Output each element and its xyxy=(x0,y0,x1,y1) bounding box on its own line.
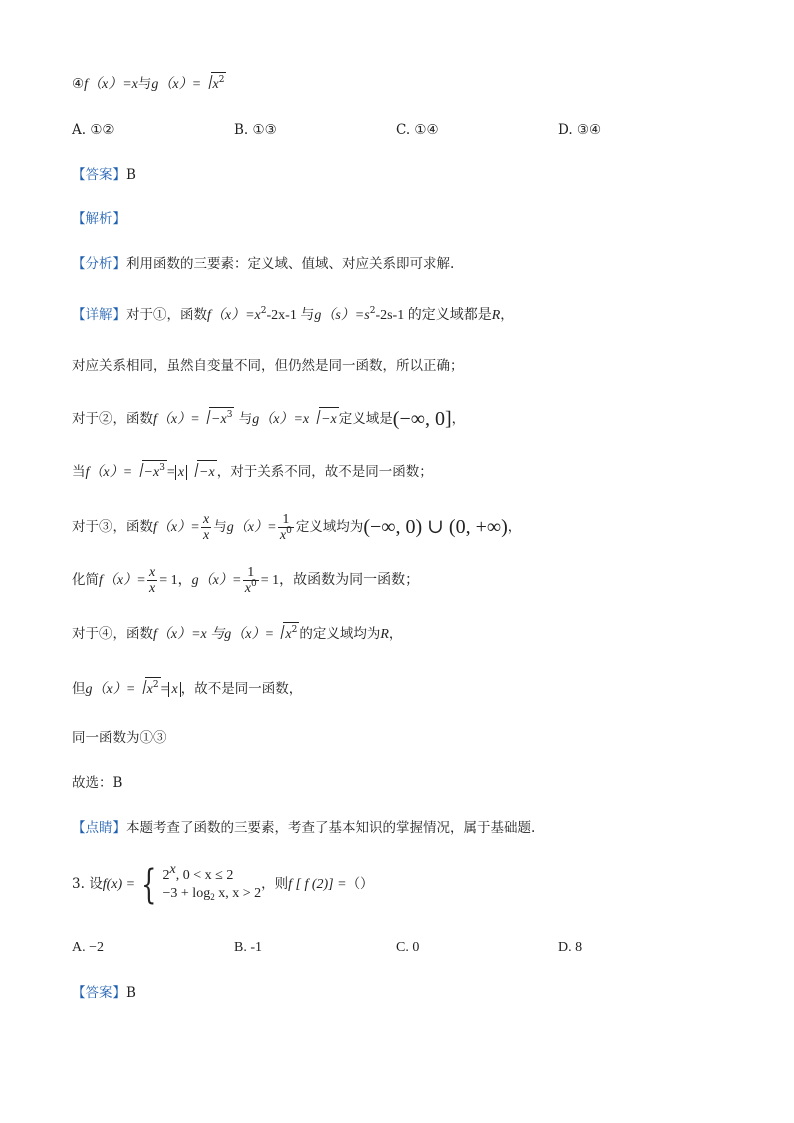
answer-tag: 【答案】 xyxy=(72,167,126,183)
answer-tag: 【答案】 xyxy=(72,985,126,1001)
sqrt-expression: −x xyxy=(188,460,217,483)
detail-line-9: 同一函数为①③ xyxy=(72,730,167,746)
fraction: $\frac{x}{x}$ xyxy=(203,512,210,543)
detail-line-5: 对于③，函数f（x）= $\frac{x}{x}$ 与g（x）= $\frac{1}{x^0}$ 定义域均为(−∞, 0) ∪ (0, +∞)， xyxy=(72,512,522,543)
detail-line-4: 当$f(x)= -x^3 = x -x$ ，对于关系不同，故不是同一函数； xyxy=(72,460,734,483)
fraction: $\frac{1}{x^0}$ xyxy=(279,512,292,543)
sqrt-expression: $x^2$ xyxy=(202,72,227,95)
dianjing-section: 【点睛】本题考查了函数的三要素，考查了基本知识的掌握情况，属于基础题. xyxy=(72,820,536,836)
detail-line-3: 对于②，函数$f(x)= -x^3$ 与g（x）=x −x 定义域是(−∞, 0]， xyxy=(72,408,466,430)
analysis-header: 【解析】 xyxy=(72,211,126,227)
sqrt-expression: −x xyxy=(310,407,339,430)
fraction: $\frac{x}{x}$ xyxy=(149,565,156,596)
abs-value: x xyxy=(175,465,187,480)
option-d[interactable]: D. ③④ xyxy=(558,122,602,138)
fraction: $\frac{1}{x^0}$ xyxy=(244,565,257,596)
q3-options xyxy=(72,938,732,958)
option-a[interactable]: A. −2 xyxy=(72,940,105,955)
option-c[interactable]: C. 0 xyxy=(396,940,420,955)
detail-line-6: 化简f（x）= $\frac{x}{x}$ = 1，g（x）= $\frac{1}{x^0}$ = 1，故函数为同一函数； xyxy=(72,565,420,596)
piecewise-function: { 2$^x$, 0 < x ≤ 2 $-3 + \log_2 x$, x > 2 xyxy=(141,861,262,908)
sqrt-expression: $-x^3$ xyxy=(200,407,234,430)
option-c[interactable]: C. ①④ xyxy=(396,122,439,138)
option-d[interactable]: D. 8 xyxy=(558,940,583,955)
detail-line-8: 但$g(x)= x^2 = x$ ，故不是同一函数， xyxy=(72,677,734,700)
sqrt-expression: $x^2$ xyxy=(136,677,161,700)
answer-2 xyxy=(72,983,734,1003)
option-b[interactable]: B. -1 xyxy=(234,940,262,955)
detail-line-10: 故选：B xyxy=(72,775,123,791)
detail-line-7: 对于④，函数f（x）=x 与$g(x)= x^2$ 的定义域均为R， xyxy=(72,622,734,645)
answer-1 xyxy=(72,165,734,185)
option-b[interactable]: B. ①③ xyxy=(234,122,277,138)
detail-line-1: 【详解】对于①，函数$f(x)=x^2-2x-1$ 与$g(s)=s^2-2s-1$ 的定义域都是R， xyxy=(72,306,514,323)
detail-line-2: 对应关系相同，虽然自变量不同，但仍然是同一函数，所以正确； xyxy=(72,358,464,374)
left-brace: { xyxy=(141,861,157,908)
sqrt-expression: $x^2$ xyxy=(274,622,299,645)
q2-item-4: ④f（x）=x与$g(x)= x^2$ xyxy=(72,72,734,95)
q2-options xyxy=(72,120,732,140)
answer-value: B xyxy=(126,167,136,183)
fenxi-section: 【分析】利用函数的三要素：定义域、值域、对应关系即可求解. xyxy=(72,256,455,272)
question-3: 3. 设f(x) = { 2$^x$, 0 < x ≤ 2 $-3 + \log_2 x$, x > 2 ，则f [ f (2)] =（） xyxy=(72,861,374,908)
sqrt-expression: $-x^3$ xyxy=(133,460,167,483)
option-a[interactable]: A. ①② xyxy=(72,122,115,138)
abs-value: x xyxy=(168,682,180,697)
question-number: 3. xyxy=(72,876,85,892)
item-label: ④ xyxy=(72,76,85,92)
answer-value: B xyxy=(126,985,136,1001)
